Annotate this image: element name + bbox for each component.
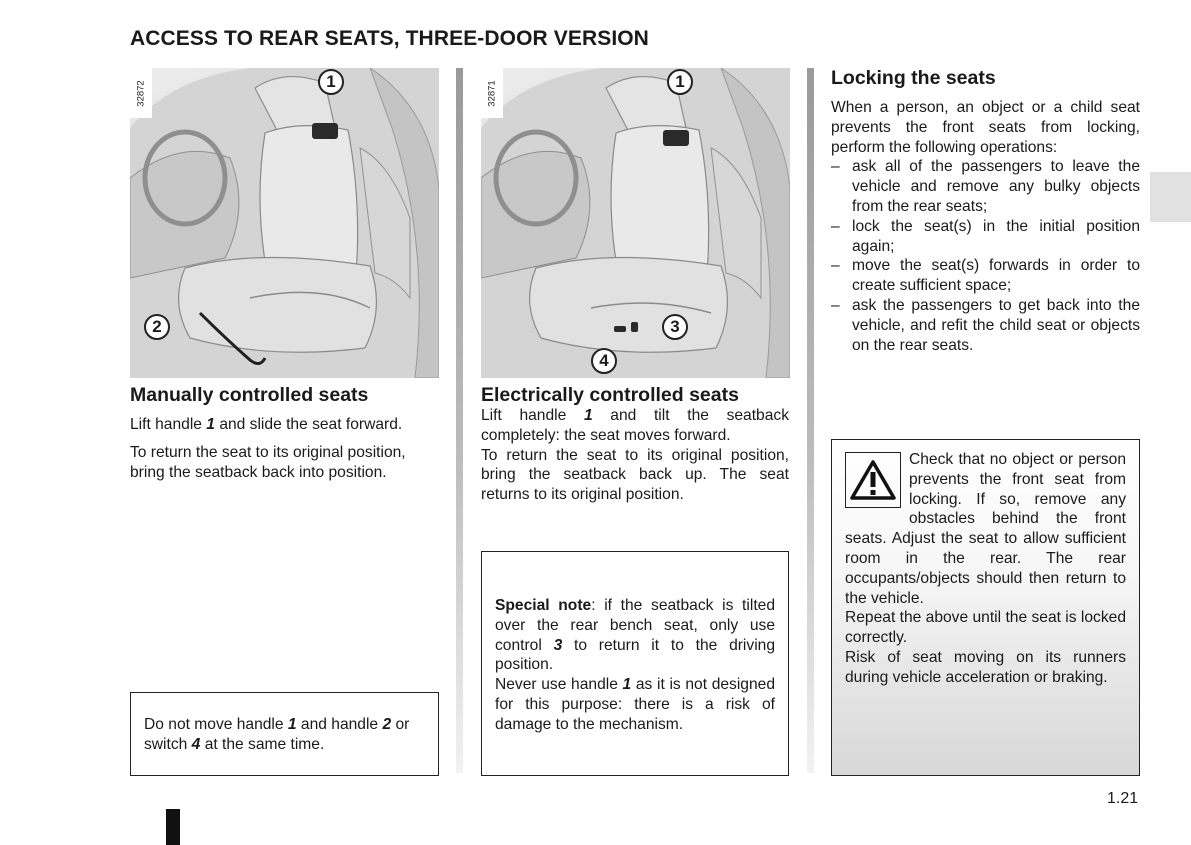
manual-seats-text <box>130 415 440 482</box>
manual-seats-heading: Manually controlled seats <box>130 384 369 406</box>
warning-text-2: Repeat the above until the seat is locked correctly. <box>845 609 1126 647</box>
callout-4: 4 <box>591 348 617 374</box>
electric-seat-illustration <box>481 68 790 378</box>
callout-2: 2 <box>144 314 170 340</box>
section-side-tab <box>1150 172 1191 222</box>
electric-seats-heading: Electrically controlled seats <box>481 384 739 406</box>
column-divider-right <box>807 68 814 773</box>
warning-text-1: Check that no object or person prevents the front seat from locking. If so, remove any obstacles behind the front seats. Adjust the seat to allow sufficient room in the rear. The rear occupants/objects should then return to the vehicle. <box>845 451 1126 607</box>
callout-3: 3 <box>662 314 688 340</box>
manual-note-text: Do not move handle 1 and handle 2 or switch 4 at the same time. <box>144 716 410 753</box>
locking-step: – ask all of the passengers to leave the vehicle and remove any bulky objects from the rear seats; <box>831 157 1140 216</box>
locking-step: – ask the passengers to get back into the vehicle, and refit the child seat or objects on the rear seats. <box>831 296 1140 355</box>
warning-triangle-icon <box>845 452 901 508</box>
locking-step: – move the seat(s) forwards in order to create sufficient space; <box>831 256 1140 296</box>
figure-electric-seat <box>481 68 790 378</box>
figure-manual-seat <box>130 68 439 378</box>
locking-seats-text <box>831 98 1140 355</box>
column-divider-left <box>456 68 463 773</box>
page-title: ACCESS TO REAR SEATS, THREE-DOOR VERSION <box>130 27 649 50</box>
manual-note-box <box>130 692 439 776</box>
special-note-box <box>481 551 789 776</box>
never-use-text: Never use handle 1 as it is not designed for this purpose: there is a risk of damage to the mechanism. <box>495 676 775 733</box>
figure-code: 32872 <box>130 68 152 118</box>
manual-step-2: To return the seat to its original position, bring the seatback back into position. <box>130 443 406 481</box>
locking-steps-list <box>831 157 1140 355</box>
warning-text-3: Risk of seat moving on its runners during vehicle acceleration or braking. <box>845 648 1126 686</box>
warning-box <box>831 439 1140 776</box>
bottom-marker <box>166 809 180 845</box>
page-number: 1.21 <box>1107 790 1139 807</box>
callout-1: 1 <box>318 69 344 95</box>
locking-seats-heading: Locking the seats <box>831 67 996 89</box>
manual-seat-illustration <box>130 68 439 378</box>
locking-step: – lock the seat(s) in the initial position again; <box>831 217 1140 257</box>
electric-seats-text <box>481 406 789 505</box>
locking-intro: When a person, an object or a child seat prevents the front seats from locking, perform the following operations: <box>831 99 1140 156</box>
callout-1: 1 <box>667 69 693 95</box>
electric-step-2: To return the seat to its original position, bring the seatback back up. The seat returns to its original position. <box>481 446 789 504</box>
manual-step-1: Lift handle 1 and slide the seat forward. <box>130 416 403 433</box>
figure-code: 32871 <box>481 68 503 118</box>
special-note-text: Special note: if the seatback is tilted over the rear bench seat, only use control 3 to return it to the driving position. <box>495 597 776 674</box>
electric-step-1: Lift handle 1 and tilt the seatback completely: the seat moves forward. <box>481 407 789 444</box>
